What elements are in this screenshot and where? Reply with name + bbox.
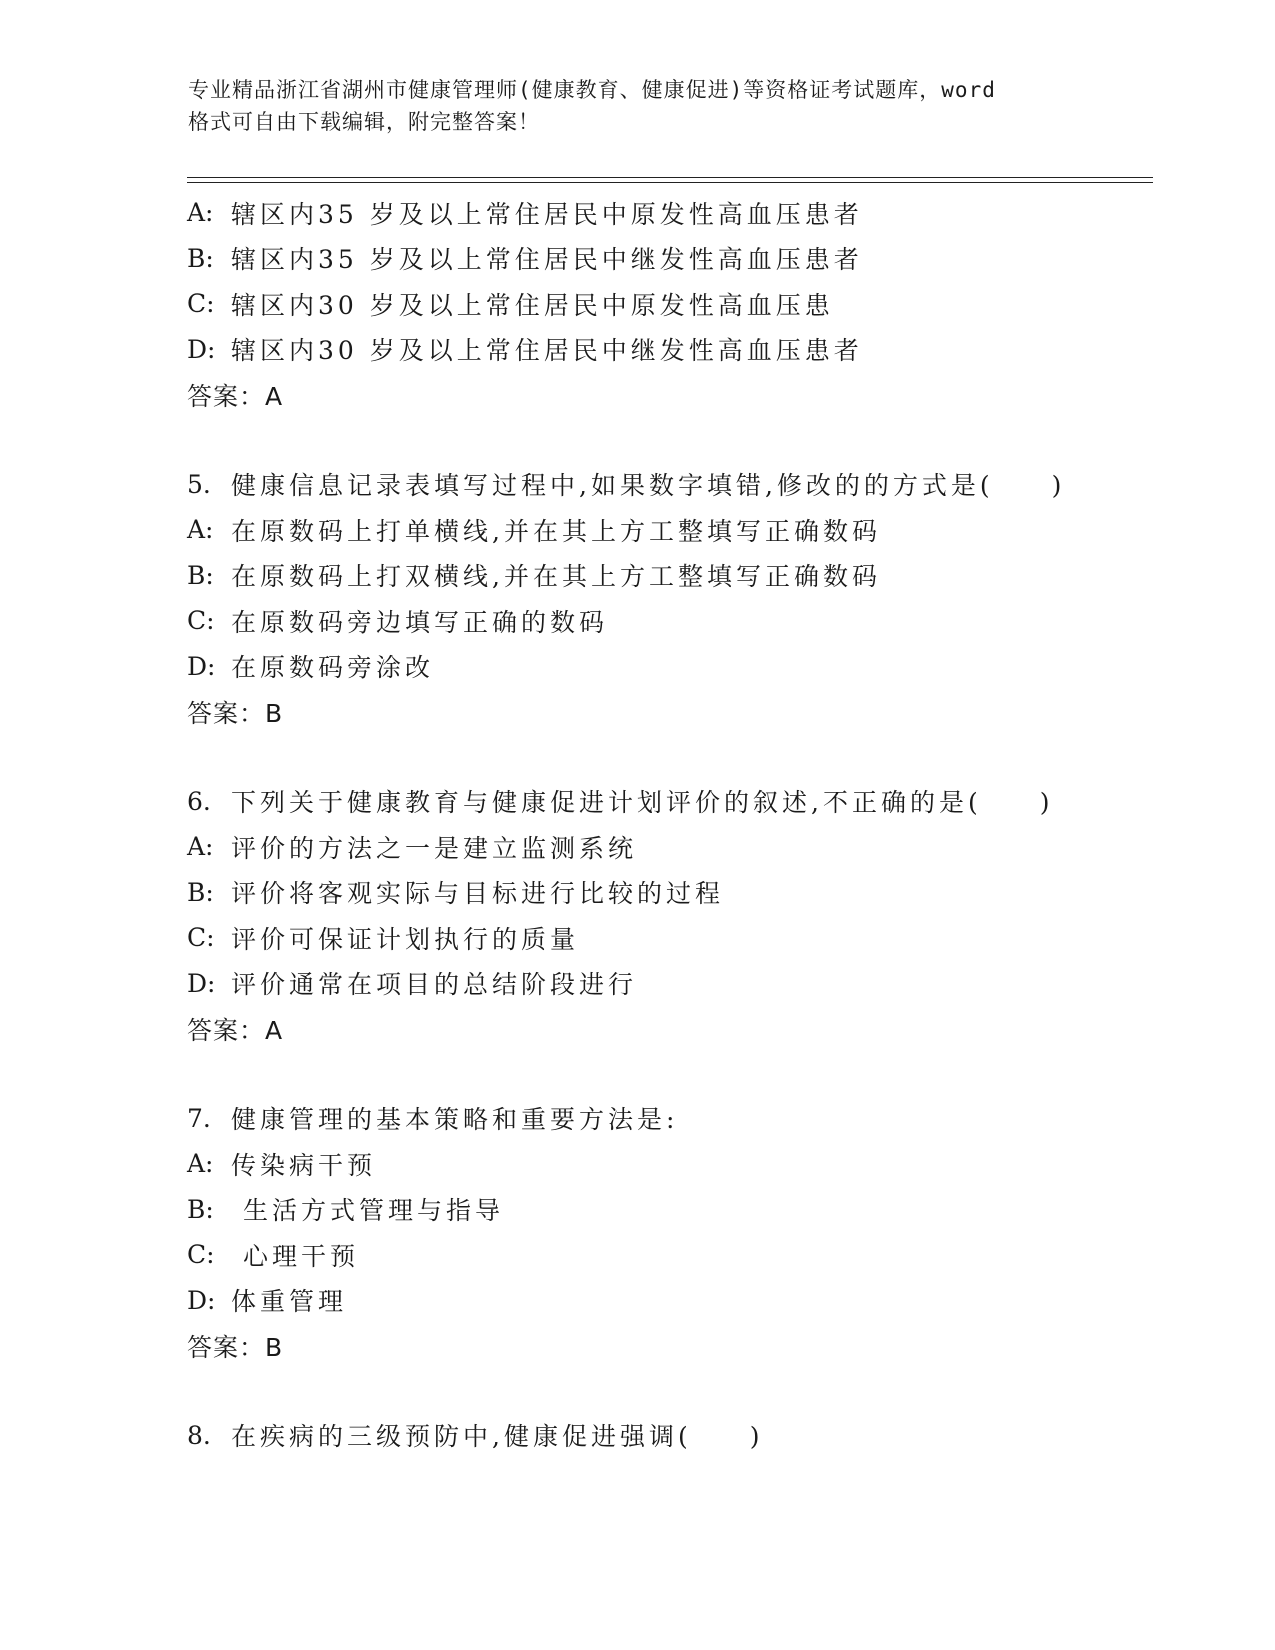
option-key: A: [187, 198, 214, 228]
question-text: 在疾病的三级预防中,健康促进强调( ) [231, 1422, 764, 1452]
option-text: 心理干预 [231, 1241, 359, 1271]
option-text: 辖区内35 岁及以上常住居民中继发性高血压患者 [231, 245, 863, 275]
header-line-2: 格式可自由下载编辑，附完整答案！ [188, 110, 540, 134]
option-b [187, 870, 1147, 916]
spacer [187, 1052, 1147, 1096]
option-text: 体重管理 [231, 1287, 348, 1317]
option-key: C: [187, 606, 215, 636]
option-text: 在原数码上打单横线,并在其上方工整填写正确数码 [231, 516, 881, 546]
option-key: B: [187, 877, 214, 907]
option-text: 评价可保证计划执行的质量 [231, 924, 580, 954]
answer-line: 答案：A [187, 1015, 284, 1045]
option-c [187, 281, 1147, 327]
option-key: C: [187, 923, 215, 953]
option-text: 辖区内30 岁及以上常住居民中原发性高血压患 [231, 290, 834, 320]
option-b [187, 236, 1147, 282]
option-text: 生活方式管理与指导 [231, 1196, 504, 1226]
question-text: 健康管理的基本策略和重要方法是: [231, 1105, 679, 1135]
question-number: 8. [187, 1420, 211, 1450]
option-text: 评价将客观实际与目标进行比较的过程 [231, 879, 725, 909]
question-block-8 [187, 1413, 1147, 1459]
option-key: D: [187, 968, 216, 998]
option-key: D: [187, 1285, 216, 1315]
option-d [187, 961, 1147, 1007]
answer-line: 答案：A [187, 381, 284, 411]
document-header [188, 74, 1088, 138]
option-key: D: [187, 651, 216, 681]
question-number: 5. [187, 469, 211, 499]
option-b [187, 1187, 1147, 1233]
option-key: B: [187, 1194, 214, 1224]
option-text: 传染病干预 [231, 1150, 377, 1180]
spacer [187, 735, 1147, 779]
option-text: 辖区内30 岁及以上常住居民中继发性高血压患者 [231, 336, 863, 366]
header-divider-bottom [187, 182, 1153, 183]
option-d [187, 327, 1147, 373]
option-a [187, 190, 1147, 236]
option-key: B: [187, 243, 214, 273]
option-text: 在原数码旁涂改 [231, 653, 435, 683]
option-a [187, 507, 1147, 553]
option-text: 在原数码上打双横线,并在其上方工整填写正确数码 [231, 562, 881, 592]
option-d [187, 644, 1147, 690]
option-b [187, 553, 1147, 599]
question-block-6 [187, 779, 1147, 1052]
answer-line: 答案：B [187, 1332, 284, 1362]
option-text: 在原数码旁边填写正确的数码 [231, 607, 609, 637]
header-line-1: 专业精品浙江省湖州市健康管理师(健康教育、健康促进)等资格证考试题库，word [188, 78, 996, 102]
option-key: C: [187, 1240, 215, 1270]
question-text: 健康信息记录表填写过程中,如果数字填错,修改的的方式是( ) [231, 471, 1066, 501]
question-text: 下列关于健康教育与健康促进计划评价的叙述,不正确的是( ) [231, 788, 1054, 818]
option-key: A: [187, 832, 214, 862]
question-number: 6. [187, 786, 211, 816]
question-stem [187, 1096, 1147, 1142]
question-block-7 [187, 1096, 1147, 1369]
question-stem [187, 1413, 1147, 1459]
option-text: 辖区内35 岁及以上常住居民中原发性高血压患者 [231, 199, 863, 229]
spacer [187, 418, 1147, 462]
question-number: 7. [187, 1103, 211, 1133]
question-block-5 [187, 462, 1147, 735]
option-c [187, 1232, 1147, 1278]
option-text: 评价的方法之一是建立监测系统 [231, 833, 638, 863]
question-block-4 [187, 190, 1147, 418]
question-list [187, 190, 1147, 1458]
option-key: C: [187, 289, 215, 319]
question-stem [187, 462, 1147, 508]
question-stem [187, 779, 1147, 825]
option-text: 评价通常在项目的总结阶段进行 [231, 970, 638, 1000]
option-d [187, 1278, 1147, 1324]
option-a [187, 824, 1147, 870]
option-key: A: [187, 1149, 214, 1179]
option-key: A: [187, 515, 214, 545]
option-key: B: [187, 560, 214, 590]
spacer [187, 1369, 1147, 1413]
option-c [187, 598, 1147, 644]
option-c [187, 915, 1147, 961]
option-key: D: [187, 334, 216, 364]
header-divider-top [187, 177, 1153, 178]
answer-line: 答案：B [187, 698, 284, 728]
option-a [187, 1141, 1147, 1187]
